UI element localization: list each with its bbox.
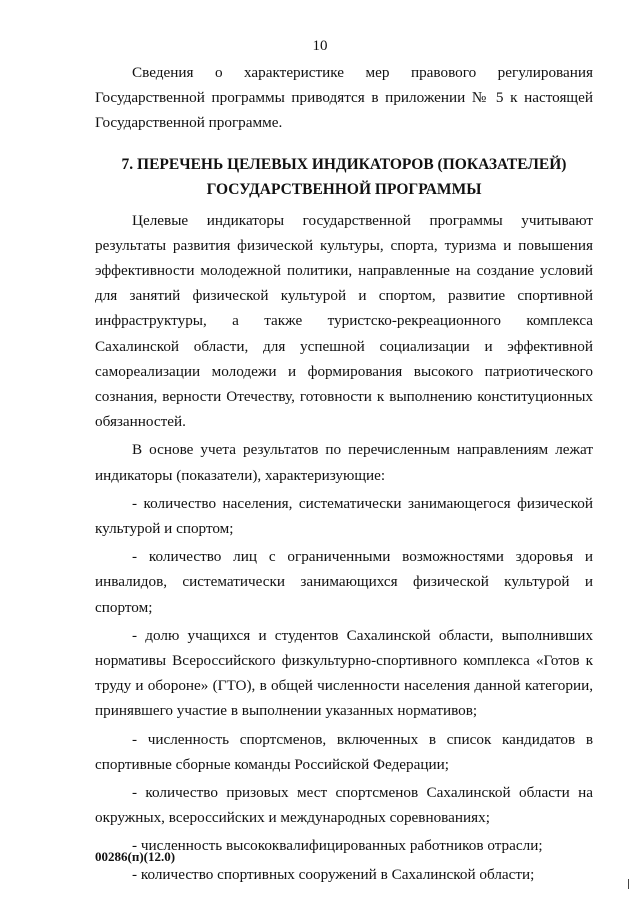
intro-paragraph: Сведения о характеристике мер правового регулирования Государственной программы приводятся в приложении № 5 к настоящей Государственной программе.	[95, 64, 593, 132]
indicator-list-item: - количество спортивных сооружений в Сахалинской области;	[132, 865, 535, 883]
indicator-list-item: - численность высококвалифицированных работников отрасли;	[132, 837, 543, 855]
section-heading-line-2: ГОСУДАРСТВЕННОЙ ПРОГРАММЫ	[206, 180, 482, 198]
section-heading-line-1: 7. ПЕРЕЧЕНЬ ЦЕЛЕВЫХ ИНДИКАТОРОВ (ПОКАЗАТЕЛЕЙ)	[121, 155, 567, 173]
body-paragraph-goals: Целевые индикаторы государственной программы учитывают результаты развития физической культуры, спорта, туризма и повышения эффективности молодежной политики, направленные на создание условий для занятий физической культурой и спортом, развитие спортивной инфраструктуры, а также туристско-рекреационного комплекса Сахалинской области, для успешной социализации и эффективной самореализации молодежи и формирования высокого патриотического сознания, верности Отечеству, готовности к выполнению конституционных обязанностей.	[95, 211, 593, 431]
document-code: 00286(п)(12.0)	[95, 849, 176, 864]
indicator-list-item: - количество призовых мест спортсменов Сахалинской области на окружных, всероссийских и международных соревнованиях;	[95, 784, 593, 827]
body-paragraph-basis: В основе учета результатов по перечисленным направлениям лежат индикаторы (показатели), характеризующие:	[95, 441, 593, 484]
indicator-list-item: - численность спортсменов, включенных в список кандидатов в спортивные сборные команды Российской Федерации;	[95, 730, 593, 773]
indicator-list-item: - количество лиц с ограниченными возможностями здоровья и инвалидов, систематически занимающихся физической культурой и спортом;	[95, 548, 593, 616]
page-body	[95, 60, 593, 887]
section-heading	[95, 152, 593, 202]
indicator-list-item: - долю учащихся и студентов Сахалинской области, выполнивших нормативы Всероссийского физкультурно-спортивного комплекса «Готов к труду и обороне» (ГТО), в общей численности населения данной категории, принявшего участие в выполнении указанных нормативов;	[95, 626, 593, 720]
indicator-list-item: - количество населения, систематически занимающегося физической культурой и спортом;	[95, 494, 593, 538]
page-number: 10	[312, 38, 328, 54]
scan-edge-mark	[628, 879, 629, 889]
